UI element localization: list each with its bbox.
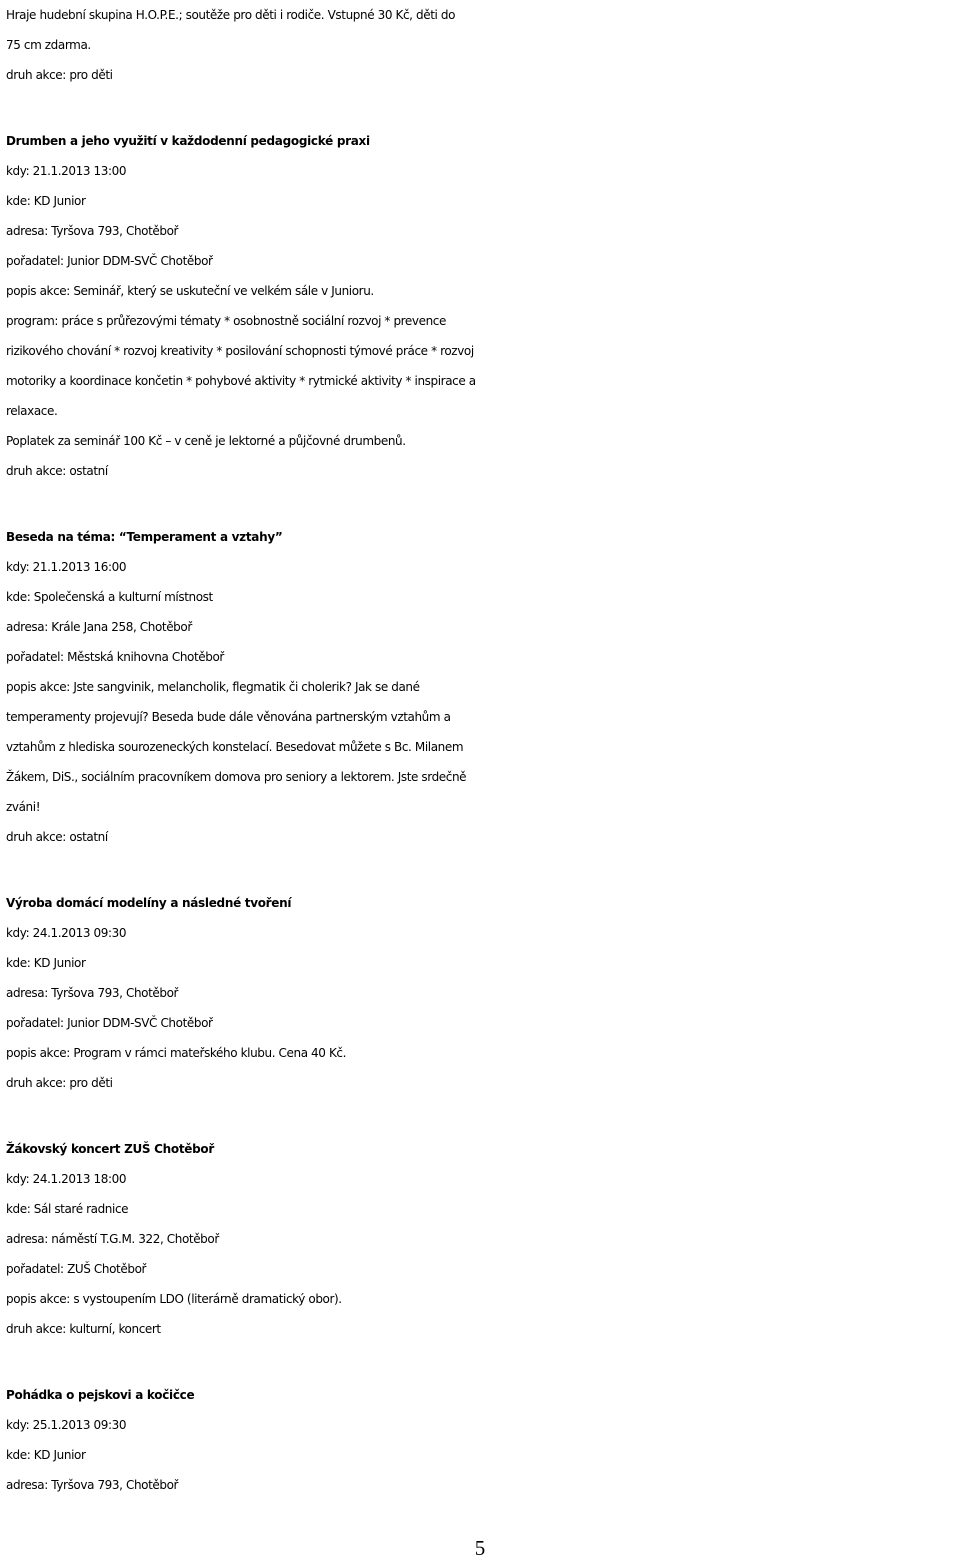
event-description-line: zváni! <box>6 800 41 814</box>
event-fee-line: Poplatek za seminář 100 Kč – v ceně je lektorné a půjčovné drumbenů. <box>6 434 406 448</box>
event-program-line: rizikového chování * rozvoj kreativity * posilování schopnosti týmové práce * rozvoj <box>6 344 474 358</box>
event-address-line: adresa: náměstí T.G.M. 322, Chotěboř <box>6 1232 219 1246</box>
event-organizer-line: pořadatel: Junior DDM-SVČ Chotěboř <box>6 254 213 268</box>
event-venue-line: kde: KD Junior <box>6 1448 86 1462</box>
event-modelina <box>6 888 956 1098</box>
event-title: Beseda na téma: “Temperament a vztahy” <box>6 530 283 544</box>
event-address-line: adresa: Tyršova 793, Chotěboř <box>6 1478 179 1492</box>
event-beseda <box>6 522 956 852</box>
event-date-line: kdy: 21.1.2013 13:00 <box>6 164 127 178</box>
event-description-line: popis akce: Jste sangvinik, melancholik, flegmatik či cholerik? Jak se dané <box>6 680 420 694</box>
event-title: Výroba domácí modelíny a následné tvoření <box>6 896 292 910</box>
event-pohadka <box>6 1380 956 1500</box>
event-description-line: popis akce: s vystoupením LDO (literárně dramatický obor). <box>6 1292 342 1306</box>
event-description-line: Žákem, DiS., sociálním pracovníkem domova pro seniory a lektorem. Jste srdečně <box>6 770 467 784</box>
intro-section <box>6 0 956 90</box>
event-description-line: popis akce: Program v rámci mateřského klubu. Cena 40 Kč. <box>6 1046 347 1060</box>
event-type-line: druh akce: pro děti <box>6 68 113 82</box>
event-address-line: adresa: Tyršova 793, Chotěboř <box>6 986 179 1000</box>
event-date-line: kdy: 24.1.2013 09:30 <box>6 926 127 940</box>
event-program-line: relaxace. <box>6 404 58 418</box>
event-drumben <box>6 126 956 486</box>
event-venue-line: kde: Sál staré radnice <box>6 1202 129 1216</box>
event-type-line: druh akce: pro děti <box>6 1076 113 1090</box>
event-koncert <box>6 1134 956 1344</box>
text-line: Hraje hudební skupina H.O.P.E.; soutěže pro děti i rodiče. Vstupné 30 Kč, děti do <box>6 8 456 22</box>
event-title: Pohádka o pejskovi a kočičce <box>6 1388 195 1402</box>
document-page <box>6 0 956 1500</box>
event-description-line: temperamenty projevují? Beseda bude dále věnována partnerským vztahům a <box>6 710 451 724</box>
event-program-line: program: práce s průřezovými tématy * osobnostně sociální rozvoj * prevence <box>6 314 446 328</box>
event-venue-line: kde: KD Junior <box>6 956 86 970</box>
event-organizer-line: pořadatel: Junior DDM-SVČ Chotěboř <box>6 1016 213 1030</box>
event-date-line: kdy: 24.1.2013 18:00 <box>6 1172 127 1186</box>
text-line: 75 cm zdarma. <box>6 38 91 52</box>
event-title: Žákovský koncert ZUŠ Chotěboř <box>6 1142 214 1156</box>
event-venue-line: kde: KD Junior <box>6 194 86 208</box>
event-organizer-line: pořadatel: Městská knihovna Chotěboř <box>6 650 224 664</box>
event-description-line: vztahům z hlediska sourozeneckých konstelací. Besedovat můžete s Bc. Milanem <box>6 740 464 754</box>
event-type-line: druh akce: kulturní, koncert <box>6 1322 161 1336</box>
event-description-line: popis akce: Seminář, který se uskuteční ve velkém sále v Junioru. <box>6 284 374 298</box>
event-organizer-line: pořadatel: ZUŠ Chotěboř <box>6 1262 147 1276</box>
event-program-line: motoriky a koordinace končetin * pohybové aktivity * rytmické aktivity * inspirace a <box>6 374 476 388</box>
event-address-line: adresa: Tyršova 793, Chotěboř <box>6 224 179 238</box>
event-date-line: kdy: 25.1.2013 09:30 <box>6 1418 127 1432</box>
event-type-line: druh akce: ostatní <box>6 464 108 478</box>
event-address-line: adresa: Krále Jana 258, Chotěboř <box>6 620 192 634</box>
event-date-line: kdy: 21.1.2013 16:00 <box>6 560 127 574</box>
event-type-line: druh akce: ostatní <box>6 830 108 844</box>
page-number: 5 <box>474 1536 486 1560</box>
event-venue-line: kde: Společenská a kulturní místnost <box>6 590 213 604</box>
event-title: Drumben a jeho využití v každodenní pedagogické praxi <box>6 134 370 148</box>
